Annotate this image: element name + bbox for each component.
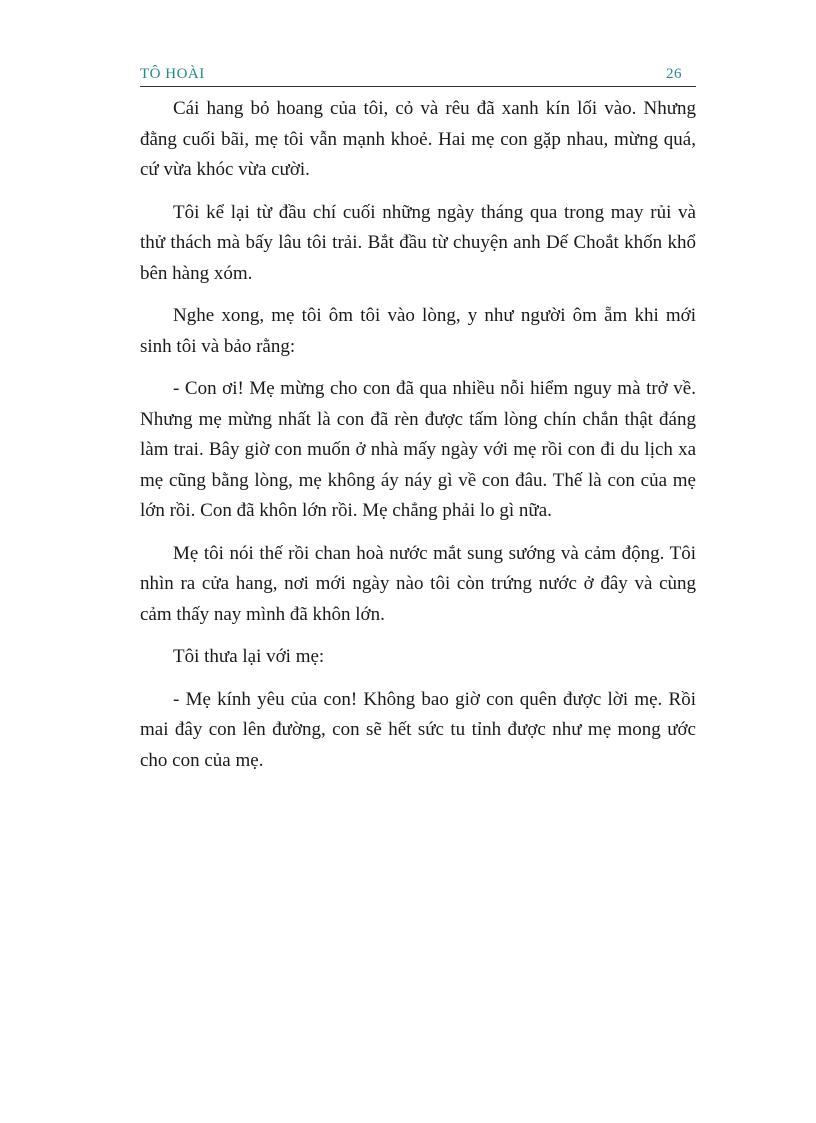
running-header	[140, 64, 696, 87]
paragraph: Mẹ tôi nói thế rồi chan hoà nước mắt sung sướng và cảm động. Tôi nhìn ra cửa hang, nơi mới ngày nào tôi còn trứng nước ở đây và cùng cảm thấy nay mình đã khôn lớn.	[140, 542, 696, 625]
paragraph: - Mẹ kính yêu của con! Không bao giờ con quên được lời mẹ. Rồi mai đây con lên đường, con sẽ hết sức tu tỉnh được như mẹ mong ước cho con của mẹ.	[140, 688, 696, 771]
paragraph: Cái hang bỏ hoang của tôi, cỏ và rêu đã xanh kín lối vào. Nhưng đằng cuối bãi, mẹ tôi vẫn mạnh khoẻ. Hai mẹ con gặp nhau, mừng quá, cứ vừa khóc vừa cười.	[140, 98, 696, 180]
page-body	[140, 94, 696, 788]
paragraph: - Con ơi! Mẹ mừng cho con đã qua nhiều nỗi hiểm nguy mà trở về. Nhưng mẹ mừng nhất là con đã rèn được tấm lòng chín chắn thật đáng làm trai. Bây giờ con muốn ở nhà mấy ngày với mẹ rồi con đi du lịch xa mẹ cũng bằng lòng, mẹ không áy náy gì về con đâu. Thế là con của mẹ lớn rồi. Con đã khôn lớn rồi. Mẹ chẳng phải lo gì nữa.	[140, 378, 696, 521]
header-author: TÔ HOÀI	[140, 66, 205, 82]
paragraph: Tôi kể lại từ đầu chí cuối những ngày tháng qua trong may rủi và thử thách mà bấy lâu tôi trải. Bắt đầu từ chuyện anh Dế Choắt khốn khổ bên hàng xóm.	[140, 201, 696, 284]
page-number: 26	[666, 66, 682, 82]
paragraph: Tôi thưa lại với mẹ:	[173, 646, 325, 667]
paragraph: Nghe xong, mẹ tôi ôm tôi vào lòng, y như người ôm ẵm khi mới sinh tôi và bảo rằng:	[140, 305, 696, 357]
